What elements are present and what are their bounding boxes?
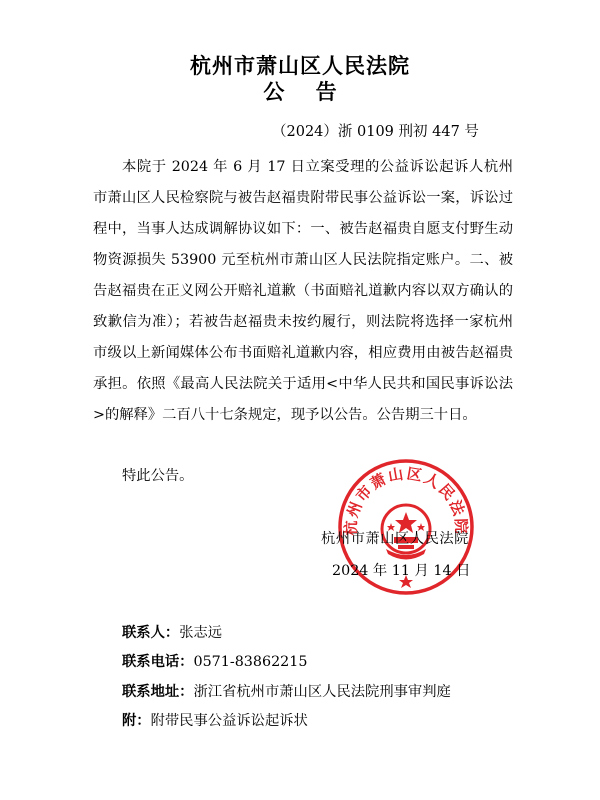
- attachment-label: 附：: [122, 713, 151, 729]
- contact-address-value: 浙江省杭州市萧山区人民法院刑事审判庭: [193, 684, 451, 700]
- contact-address-row: [122, 681, 451, 701]
- contact-phone-label: 联系电话：: [122, 654, 194, 670]
- closing-text: 特此公告。: [122, 468, 194, 484]
- attachment-row: [122, 710, 308, 730]
- court-name-title: 杭州市萧山区人民法院: [190, 53, 410, 78]
- notice-body-paragraph: 本院于 2024 年 6 月 17 日立案受理的公益诉讼起诉人杭州市萧山区人民检察院与被告赵福贵附带民事公益诉讼一案，诉讼过程中，当事人达成调解协议如下：一、被告赵福贵自愿支付野生动物资源损失 53900 元至杭州市萧山区人民法院指定账户。二、被告赵福贵在正义网公开赔礼道歉（书面赔礼道歉内容以双方确认的致歉信为准）；若被告赵福贵未按约履行，则法院将选择一家杭州市级以上新闻媒体公布书面赔礼道歉内容，相应费用由被告赵福贵承担。依照《最高人民法院关于适用<中华人民共和国民事诉讼法>的解释》二百八十七条规定，现予以公告。公告期三十日。: [93, 159, 513, 423]
- contact-person-value: 张志远: [179, 625, 223, 641]
- contact-phone-row: [122, 651, 307, 671]
- contact-address-label: 联系地址：: [122, 684, 194, 700]
- contact-person-row: [122, 622, 222, 642]
- case-number: （2024）浙 0109 刑初 447 号: [272, 124, 479, 140]
- attachment-value: 附带民事公益诉讼起诉状: [150, 713, 308, 729]
- svg-text:杭州市萧山区人民法院: 杭州市萧山区人民法院: [341, 464, 471, 536]
- signature-date: 2024 年 11 月 14 日: [332, 563, 471, 579]
- notice-title: 公 告: [263, 79, 349, 104]
- contact-person-label: 联系人：: [122, 625, 180, 641]
- signature-court: 杭州市萧山区人民法院: [321, 531, 469, 547]
- contact-phone-value: 0571-83862215: [193, 654, 308, 670]
